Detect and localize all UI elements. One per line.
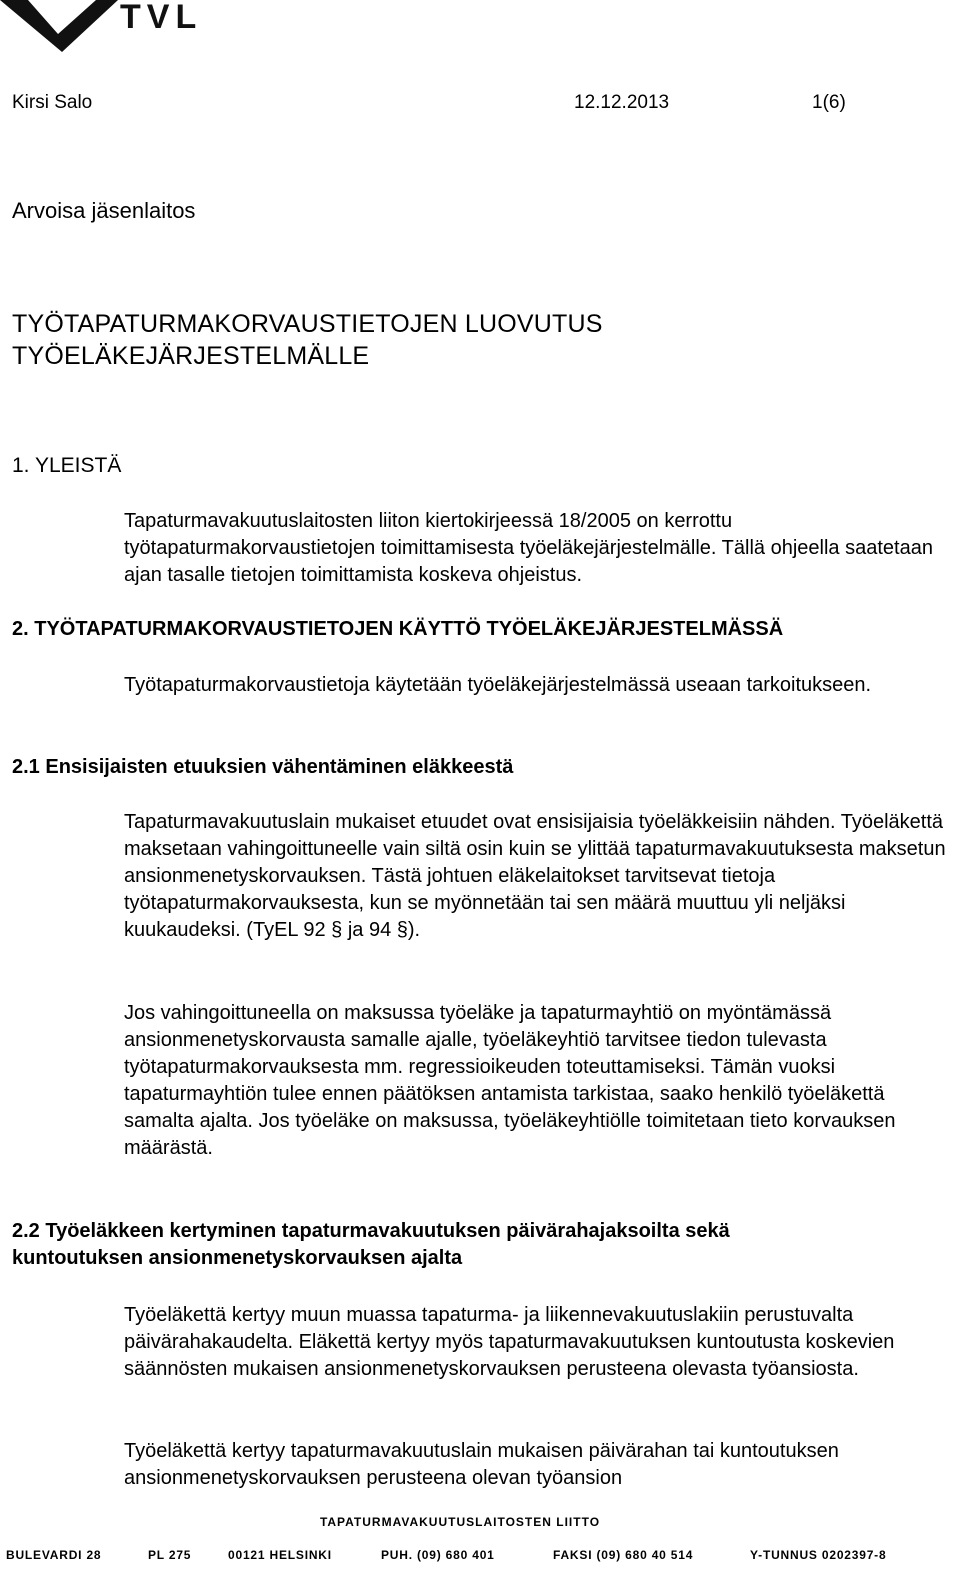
section-2-1-paragraph-2: Jos vahingoittuneella on maksussa työeläke ja tapaturmayhtiö on myöntämässä ansionmenetyskorvausta samalle ajalle, työeläkeyhtiö tarvitsee tiedon tulevasta työtapaturmakorvauksesta mm. regressioikeuden toteuttamiseksi. Tämän vuoksi tapaturmayhtiön tulee ennen päätöksen antamista tarkistaa, saako henkilö työeläkettä samalta ajalta. Jos työeläke on maksussa, työeläkeyhtiölle toimitetaan tieto korvauksen määrästä. xyxy=(124,1002,896,1159)
tvl-logo xyxy=(0,0,240,60)
title-line-2: TYÖELÄKEJÄRJESTELMÄLLE xyxy=(12,342,370,370)
section-2-1-paragraph-1: Tapaturmavakuutuslain mukaiset etuudet ovat ensisijaisia työeläkkeisiin nähden. Työeläkettä maksetaan vahingoittuneelle vain siltä osin kuin se ylittää tapaturmavakuutuksesta maksetun ansionmenetyskorvauksen. Tästä johtuen eläkelaitokset tarvitsevat tietoja työtapaturmakorvauksesta, kun se myönnetään tai sen määrä muuttuu yli neljäksi kuukaudeksi. (TyEL 92 § ja 94 §). xyxy=(124,811,946,941)
footer-address: BULEVARDI 28 xyxy=(6,1548,102,1562)
section-1-heading: 1. YLEISTÄ xyxy=(12,454,122,477)
footer-phone: PUH. (09) 680 401 xyxy=(381,1548,495,1562)
section-2-2-paragraph-1: Työeläkettä kertyy muun muassa tapaturma- ja liikennevakuutuslakiin perustuvalta päivärahakaudelta. Eläkettä kertyy myös tapaturmavakuutuksen kuntoutusta koskevien säännösten mukaisen ansionmenetyskorvauksen perusteena olevasta työansiosta. xyxy=(124,1304,895,1380)
title-line-1: TYÖTAPATURMAKORVAUSTIETOJEN LUOVUTUS xyxy=(12,310,603,338)
salutation: Arvoisa jäsenlaitos xyxy=(12,198,196,223)
page-number: 1(6) xyxy=(812,92,846,113)
footer-organization: TAPATURMAVAKUUTUSLAITOSTEN LIITTO xyxy=(319,1515,601,1529)
section-2-paragraph: Työtapaturmakorvaustietoja käytetään työeläkejärjestelmässä useaan tarkoitukseen. xyxy=(124,674,872,696)
section-2-2-paragraph-2: Työeläkettä kertyy tapaturmavakuutuslain mukaisen päivärahan tai kuntoutuksen ansionmenetyskorvauksen perusteena olevan työansion xyxy=(124,1440,839,1489)
section-2-1-heading: 2.1 Ensisijaisten etuuksien vähentäminen eläkkeestä xyxy=(12,756,514,778)
logo-text: TVL xyxy=(120,0,203,36)
footer-pobox: PL 275 xyxy=(148,1548,192,1562)
section-2-2-heading-line-2: kuntoutuksen ansionmenetyskorvauksen ajalta xyxy=(12,1247,463,1269)
section-1-paragraph: Tapaturmavakuutuslaitosten liiton kiertokirjeessä 18/2005 on kerrottu työtapaturmakorvaustietojen toimittamisesta työeläkejärjestelmälle. Tällä ohjeella saatetaan ajan tasalle tietojen toimittamista koskeva ohjeistus. xyxy=(124,510,933,586)
section-2-2-heading xyxy=(12,1218,730,1272)
section-2-2-heading-line-1: 2.2 Työeläkkeen kertyminen tapaturmavakuutuksen päivärahajaksoilta sekä xyxy=(12,1220,730,1242)
section-2-heading: 2. TYÖTAPATURMAKORVAUSTIETOJEN KÄYTTÖ TYÖELÄKEJÄRJESTELMÄSSÄ xyxy=(12,618,784,640)
author-name: Kirsi Salo xyxy=(12,92,93,113)
footer-business-id: Y-TUNNUS 0202397-8 xyxy=(750,1548,887,1562)
document-title xyxy=(12,308,603,372)
document-date: 12.12.2013 xyxy=(574,92,670,113)
logo-chevron-shape xyxy=(0,0,118,52)
footer-fax: FAKSI (09) 680 40 514 xyxy=(553,1548,694,1562)
footer-postal: 00121 HELSINKI xyxy=(228,1548,332,1562)
